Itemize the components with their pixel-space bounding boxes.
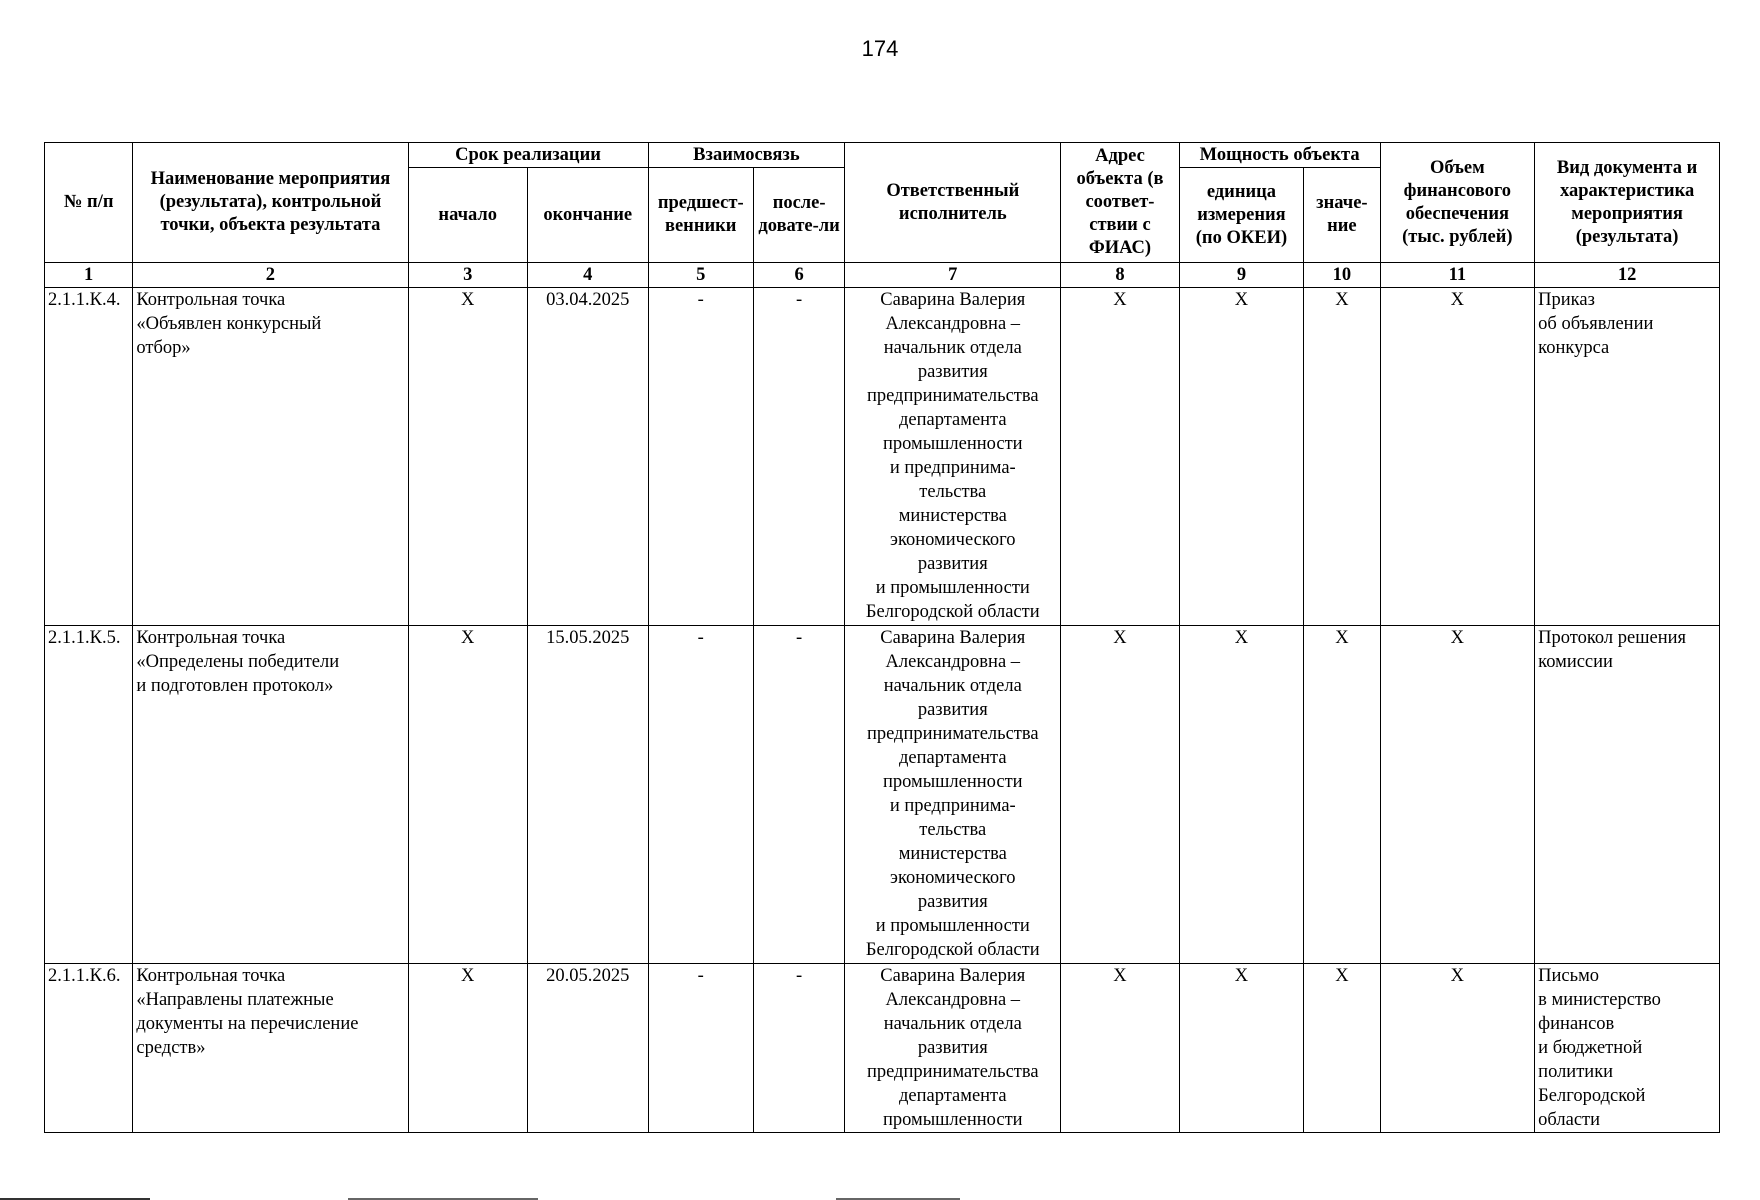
document-line: и бюджетной [1538,1038,1643,1058]
document-line: Белгородской [1538,1086,1646,1106]
table-row [45,288,1720,626]
responsible-line: Белгородской области [865,602,1040,622]
responsible-line: министерства [898,844,1007,864]
header-unit: единица измерения (по ОКЕИ) [1179,168,1304,263]
header-address: Адрес объекта (в соответ-ствии с ФИАС) [1061,143,1179,263]
unit: X [1179,964,1304,1133]
document-line: об объявлении [1538,314,1654,334]
responsible-line: министерства [898,506,1007,526]
event-name [133,626,408,964]
column-number: 2 [133,263,408,288]
header-end: окончание [527,168,648,263]
document-line: Письмо [1538,966,1600,986]
value: X [1304,964,1380,1133]
event-name-line: документы на перечисление [136,1014,359,1034]
header-value: значе-ние [1304,168,1380,263]
column-number: 12 [1535,263,1720,288]
responsible-line: и предпринима- [889,796,1016,816]
document-type [1535,626,1720,964]
document-line: в министерство [1538,990,1661,1010]
finance: X [1380,626,1535,964]
responsible-line: развития [917,1038,988,1058]
column-number: 7 [845,263,1061,288]
column-number: 5 [648,263,753,288]
header-responsible: Ответственный исполнитель [845,143,1061,263]
responsible-line: и предпринима- [889,458,1016,478]
responsible [845,288,1061,626]
responsible [845,626,1061,964]
header-number: № п/п [45,143,133,263]
column-number: 1 [45,263,133,288]
responsible-line: Александровна – [885,990,1021,1010]
document-type [1535,964,1720,1133]
document-line: Приказ [1538,290,1595,310]
responsible [845,964,1061,1133]
column-number: 6 [753,263,844,288]
event-name-line: «Определены победители [136,652,340,672]
start-date: X [408,964,527,1133]
table-body [45,288,1720,1133]
event-name-line: Контрольная точка [136,290,286,310]
responsible-line: и промышленности [875,578,1030,598]
start-date: X [408,288,527,626]
start-date: X [408,626,527,964]
responsible-line: департамента [898,1086,1007,1106]
header-predecessors: предшест-венники [648,168,753,263]
responsible-line: промышленности [882,772,1023,792]
responsible-line: тельства [919,820,987,840]
finance: X [1380,288,1535,626]
table-row [45,626,1720,964]
document-line: конкурса [1538,338,1610,358]
responsible-line: начальник отдела [883,1014,1022,1034]
column-number: 10 [1304,263,1380,288]
column-number: 3 [408,263,527,288]
value: X [1304,626,1380,964]
table-row [45,964,1720,1133]
header-link-group: Взаимосвязь [648,143,845,168]
responsible-line: Саварина Валерия [880,290,1026,310]
predecessors: - [648,626,753,964]
row-number: 2.1.1.К.5. [45,626,133,964]
predecessors: - [648,964,753,1133]
document-line: Протокол решения [1538,628,1687,648]
plan-table [44,142,1720,1133]
responsible-line: Александровна – [885,652,1021,672]
followers: - [753,288,844,626]
predecessors: - [648,288,753,626]
header-finance: Объем финансового обеспечения (тыс. рублей) [1380,143,1535,263]
document-line: финансов [1538,1014,1615,1034]
responsible-line: начальник отдела [883,338,1022,358]
header-capacity-group: Мощность объекта [1179,143,1380,168]
document-type [1535,288,1720,626]
address: X [1061,964,1179,1133]
header-start: начало [408,168,527,263]
column-number: 9 [1179,263,1304,288]
document-line: комиссии [1538,652,1613,672]
header-followers: после-довате-ли [753,168,844,263]
column-number-row [45,263,1720,288]
row-number: 2.1.1.К.6. [45,964,133,1133]
column-number: 4 [527,263,648,288]
value: X [1304,288,1380,626]
header-name: Наименование мероприятия (результата), контрольной точки, объекта результата [133,143,408,263]
page-number: 174 [861,36,899,61]
responsible-line: экономического [890,868,1016,888]
event-name-line: Контрольная точка [136,966,286,986]
responsible-line: предпринимательства [866,1062,1039,1082]
followers: - [753,964,844,1133]
responsible-line: промышленности [882,1110,1023,1130]
event-name [133,288,408,626]
unit: X [1179,626,1304,964]
document-line: политики [1538,1062,1614,1082]
responsible-line: Саварина Валерия [880,966,1026,986]
end-date: 03.04.2025 [527,288,648,626]
document-line: области [1538,1110,1601,1130]
row-number: 2.1.1.К.4. [45,288,133,626]
column-number: 11 [1380,263,1535,288]
responsible-line: предпринимательства [866,386,1039,406]
event-name-line: «Направлены платежные [136,990,334,1010]
responsible-line: развития [917,700,988,720]
finance: X [1380,964,1535,1133]
responsible-line: предпринимательства [866,724,1039,744]
column-number: 8 [1061,263,1179,288]
followers: - [753,626,844,964]
address: X [1061,288,1179,626]
responsible-line: Александровна – [885,314,1021,334]
responsible-line: Саварина Валерия [880,628,1026,648]
responsible-line: департамента [898,410,1007,430]
address: X [1061,626,1179,964]
responsible-line: департамента [898,748,1007,768]
unit: X [1179,288,1304,626]
responsible-line: развития [917,362,988,382]
event-name-line: отбор» [136,338,191,358]
header-document: Вид документа и характеристика мероприятия (результата) [1535,143,1720,263]
responsible-line: и промышленности [875,916,1030,936]
responsible-line: Белгородской области [865,940,1040,960]
event-name-line: и подготовлен протокол» [136,676,334,696]
table-header [45,143,1720,288]
responsible-line: тельства [919,482,987,502]
end-date: 15.05.2025 [527,626,648,964]
event-name-line: Контрольная точка [136,628,286,648]
responsible-line: промышленности [882,434,1023,454]
header-term-group: Срок реализации [408,143,648,168]
responsible-line: развития [917,554,988,574]
event-name [133,964,408,1133]
responsible-line: начальник отдела [883,676,1022,696]
event-name-line: средств» [136,1038,206,1058]
responsible-line: экономического [890,530,1016,550]
event-name-line: «Объявлен конкурсный [136,314,322,334]
end-date: 20.05.2025 [527,964,648,1133]
responsible-line: развития [917,892,988,912]
